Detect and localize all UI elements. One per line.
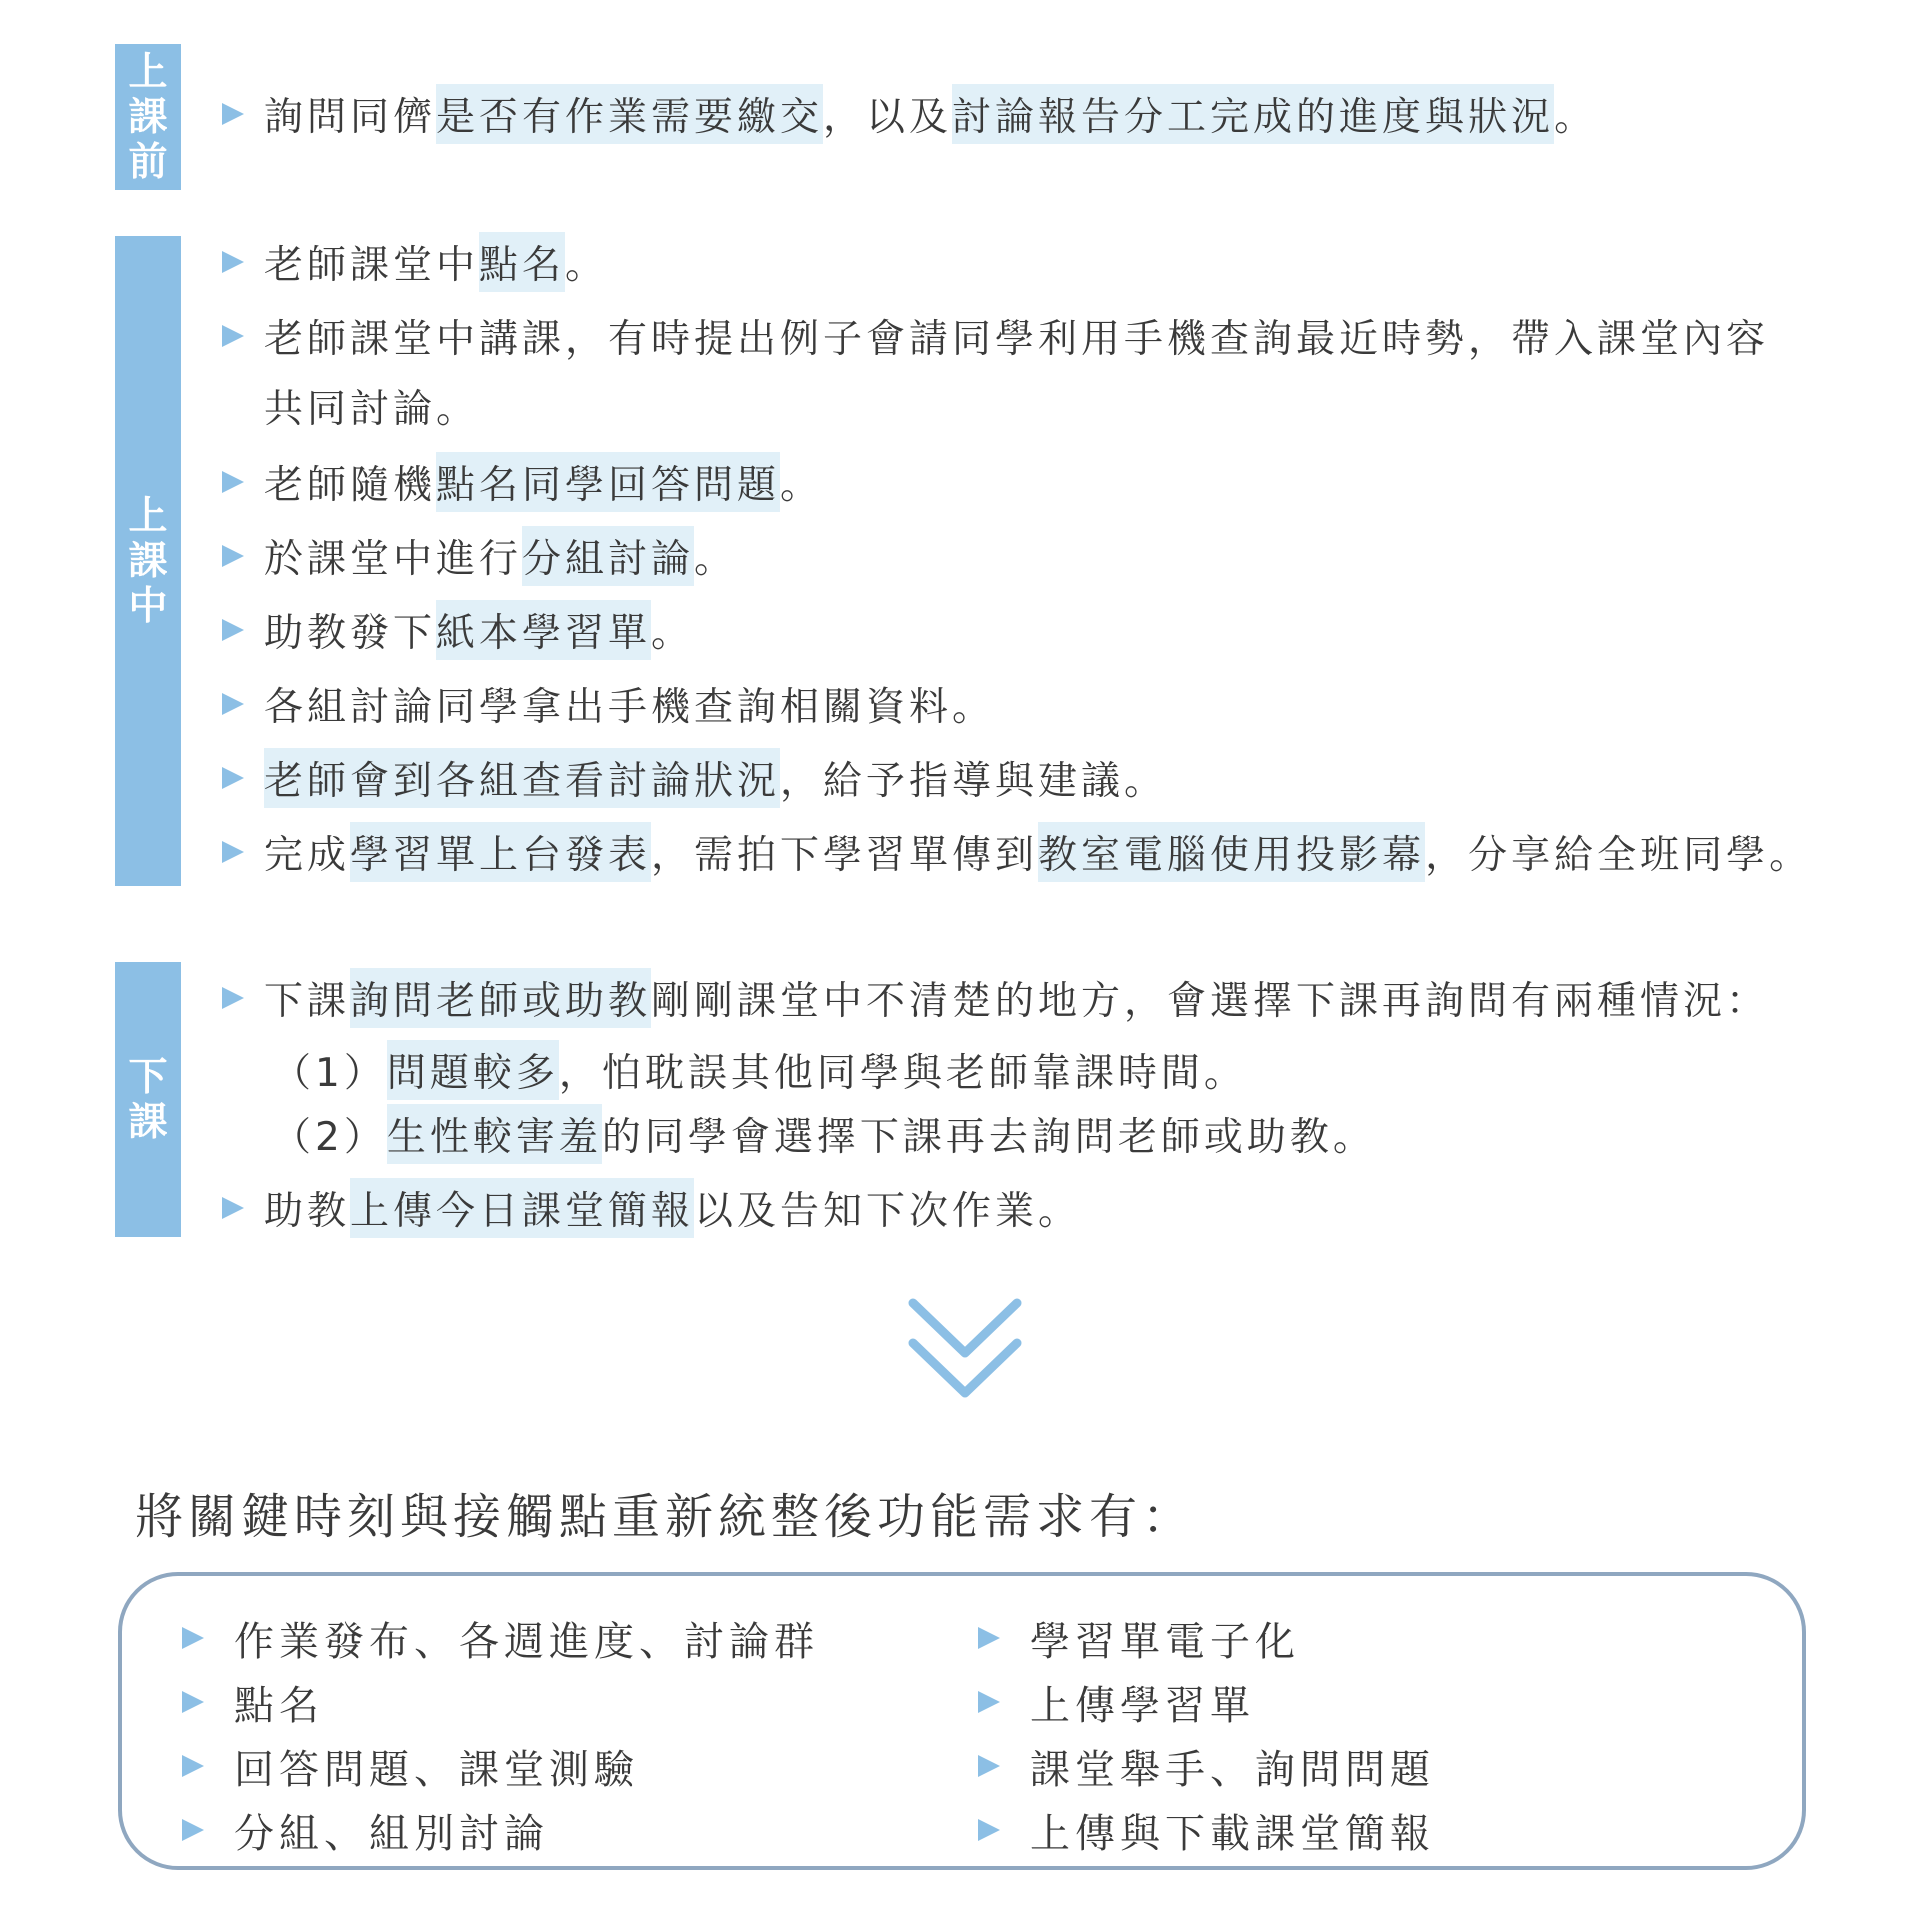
- highlighted-text: 問題較多: [387, 1040, 559, 1100]
- text-segment: 助教: [264, 1189, 351, 1234]
- triangle-bullet-icon: [182, 1819, 204, 1841]
- label-char: 下: [128, 1054, 168, 1100]
- triangle-bullet-icon: [222, 841, 244, 863]
- chevron-down-icon: [905, 1295, 1025, 1405]
- triangle-bullet-icon: [222, 987, 244, 1009]
- requirements-right-column: [978, 1606, 1435, 1862]
- triangle-bullet-icon: [182, 1691, 204, 1713]
- text-segment: （2）: [272, 1115, 387, 1160]
- triangle-bullet-icon: [222, 251, 244, 273]
- triangle-bullet-icon: [182, 1755, 204, 1777]
- highlighted-text: 詢問老師或助教: [350, 968, 651, 1028]
- highlighted-text: 教室電腦使用投影幕: [1038, 822, 1425, 882]
- text-segment: 詢問同儕: [264, 95, 437, 140]
- highlighted-text: 上傳今日課堂簡報: [350, 1178, 694, 1238]
- requirement-item: 分組、組別討論: [182, 1798, 819, 1862]
- triangle-bullet-icon: [222, 619, 244, 641]
- text-segment: ，以及: [823, 95, 953, 140]
- requirements-left-column: [182, 1606, 819, 1862]
- text-segment: 老師課堂中: [264, 243, 480, 288]
- list-subitem: [272, 1108, 1376, 1160]
- during-class-label: [115, 236, 181, 886]
- triangle-bullet-icon: [222, 325, 244, 347]
- list-item: [222, 826, 1812, 878]
- text-segment: 完成: [264, 833, 351, 878]
- text-segment: 。: [694, 537, 738, 582]
- text-segment: ，給予指導與建議。: [780, 759, 1168, 804]
- triangle-bullet-icon: [182, 1627, 204, 1649]
- text-segment: ，需拍下學習單傳到: [651, 833, 1039, 878]
- list-item: [222, 456, 823, 508]
- triangle-bullet-icon: [222, 767, 244, 789]
- triangle-bullet-icon: [222, 1197, 244, 1219]
- label-char: 課: [128, 1099, 168, 1145]
- text-segment: 。: [1554, 95, 1598, 140]
- requirement-item: 點名: [182, 1670, 819, 1734]
- list-item: [222, 972, 1769, 1024]
- list-item: [222, 88, 1597, 140]
- triangle-bullet-icon: [222, 693, 244, 715]
- list-item-continuation: 共同討論。: [264, 387, 480, 432]
- text-segment: 各組討論同學拿出手機查詢相關資料。: [264, 685, 996, 730]
- text-segment: 。: [780, 463, 824, 508]
- triangle-bullet-icon: [222, 545, 244, 567]
- text-segment: 。: [651, 611, 695, 656]
- highlighted-text: 點名: [479, 232, 565, 292]
- text-segment: 於課堂中進行: [264, 537, 523, 582]
- label-char: 課: [128, 538, 168, 584]
- label-char: 上: [128, 49, 168, 95]
- requirement-item: 上傳與下載課堂簡報: [978, 1798, 1435, 1862]
- text-segment: 的同學會選擇下課再去詢問老師或助教。: [601, 1115, 1376, 1160]
- requirement-item: 上傳學習單: [978, 1670, 1435, 1734]
- triangle-bullet-icon: [222, 103, 244, 125]
- highlighted-text: 生性較害羞: [387, 1104, 602, 1164]
- highlighted-text: 老師會到各組查看討論狀況: [264, 748, 780, 808]
- triangle-bullet-icon: [222, 471, 244, 493]
- list-item: [222, 236, 608, 288]
- triangle-bullet-icon: [978, 1755, 1000, 1777]
- after-class-label: [115, 962, 181, 1237]
- label-char: 中: [128, 583, 168, 629]
- triangle-bullet-icon: [978, 1627, 1000, 1649]
- text-segment: 老師課堂中講課，有時提出例子會請同學利用手機查詢最近時勢，帶入課堂內容: [264, 317, 1770, 362]
- requirement-item: 作業發布、各週進度、討論群: [182, 1606, 819, 1670]
- highlighted-text: 分組討論: [522, 526, 694, 586]
- requirement-item: 學習單電子化: [978, 1606, 1435, 1670]
- requirement-item: 回答問題、課堂測驗: [182, 1734, 819, 1798]
- summary-heading: 將關鍵時刻與接觸點重新統整後功能需求有：: [135, 1489, 1196, 1545]
- label-char: 上: [128, 493, 168, 539]
- list-item: [222, 604, 694, 656]
- highlighted-text: 學習單上台發表: [350, 822, 651, 882]
- highlighted-text: 紙本學習單: [436, 600, 651, 660]
- list-item: [222, 530, 737, 582]
- requirements-box: [118, 1572, 1806, 1870]
- highlighted-text: 討論報告分工完成的進度與狀況: [952, 84, 1554, 144]
- text-segment: 剛剛課堂中不清楚的地方，會選擇下課再詢問有兩種情況：: [651, 979, 1770, 1024]
- text-segment: 助教發下: [264, 611, 437, 656]
- text-segment: （1）: [272, 1051, 387, 1096]
- text-segment: ，怕耽誤其他同學與老師靠課時間。: [558, 1051, 1247, 1096]
- highlighted-text: 點名同學回答問題: [436, 452, 780, 512]
- highlighted-text: 是否有作業需要繳交: [436, 84, 823, 144]
- text-segment: 老師隨機: [264, 463, 437, 508]
- text-segment: 下課: [264, 979, 351, 1024]
- label-char: 課: [128, 94, 168, 140]
- triangle-bullet-icon: [978, 1691, 1000, 1713]
- before-class-label: [115, 44, 181, 190]
- list-item: [222, 1182, 1081, 1234]
- text-segment: 以及告知下次作業。: [694, 1189, 1082, 1234]
- list-item: [222, 310, 1769, 362]
- list-item: [222, 752, 1167, 804]
- requirement-item: 課堂舉手、詢問問題: [978, 1734, 1435, 1798]
- list-item: [222, 678, 995, 730]
- text-segment: 。: [565, 243, 609, 288]
- triangle-bullet-icon: [978, 1819, 1000, 1841]
- text-segment: ，分享給全班同學。: [1425, 833, 1813, 878]
- list-subitem: [272, 1044, 1247, 1096]
- label-char: 前: [128, 139, 168, 185]
